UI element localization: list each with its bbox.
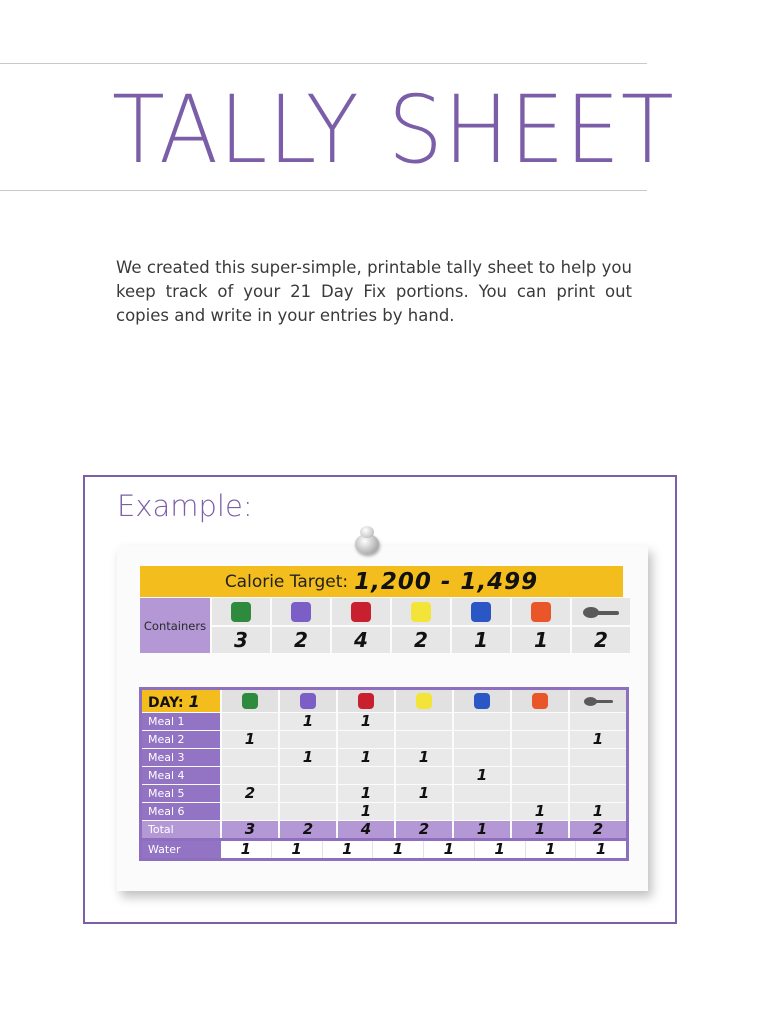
tally-cell [511,749,569,767]
calorie-target-value: 1,200 - 1,499 [354,568,539,595]
tally-cell [453,803,511,821]
water-cells [221,841,626,858]
tally-cell: 1 [279,749,337,767]
tally-cell [279,767,337,785]
tally-cell [453,785,511,803]
meal-row [141,767,628,785]
tally-cell [221,749,279,767]
tally-cell [511,785,569,803]
day-header-row [141,689,628,713]
day-col-orange [511,689,569,713]
tally-cell [569,785,628,803]
container-blue [451,598,511,626]
teaspoon-icon [584,697,613,706]
container-count: 1 [451,626,511,653]
container-green [211,598,271,626]
tally-cell: 1 [511,803,569,821]
tally-cell: 1 [221,731,279,749]
red-container-icon [358,693,374,709]
day-number: 1 [188,691,200,711]
orange-container-icon [532,693,548,709]
red-container-icon [351,602,371,622]
container-orange [511,598,571,626]
bottom-divider [0,190,647,191]
container-count: 3 [211,626,271,653]
yellow-container-icon [416,693,432,709]
meal-label: Meal 1 [141,713,222,731]
tally-cell [453,749,511,767]
water-cell: 1 [240,840,252,858]
pushpin-icon [352,522,382,562]
meal-label: Meal 6 [141,803,222,821]
day-tally-table [139,687,629,861]
tally-cell: 1 [395,749,453,767]
tally-cell [337,731,395,749]
calorie-target-bar [140,566,623,597]
tally-cell [395,767,453,785]
container-purple [271,598,331,626]
water-cell: 1 [271,841,322,858]
green-container-icon [242,693,258,709]
total-cell: 2 [279,821,337,840]
meal-label: Meal 5 [141,785,222,803]
tally-cell [453,731,511,749]
tally-cell: 1 [279,713,337,731]
tally-cell: 1 [337,749,395,767]
page-title: TALLY SHEET [112,76,675,185]
day-label: DAY: 1 [141,689,222,713]
container-teaspoon [571,598,630,626]
tally-cell: 1 [569,731,628,749]
total-cell: 4 [337,821,395,840]
meal-label: Meal 2 [141,731,222,749]
day-col-green [221,689,279,713]
tally-cell [395,803,453,821]
containers-table [140,598,630,653]
orange-container-icon [531,602,551,622]
total-cell: 2 [395,821,453,840]
yellow-container-icon [411,602,431,622]
meal-row [141,713,628,731]
tally-cell [511,767,569,785]
tally-cell [395,731,453,749]
total-label: Total [141,821,222,840]
tally-cell [395,713,453,731]
green-container-icon [231,602,251,622]
container-yellow [391,598,451,626]
water-cell: 1 [322,841,373,858]
tally-cell [511,731,569,749]
water-cell: 1 [474,841,525,858]
containers-label: Containers [140,598,211,653]
tally-cell: 1 [337,785,395,803]
tally-cell [279,731,337,749]
tally-cell [511,713,569,731]
tally-cell [569,749,628,767]
example-label: Example: [117,489,253,523]
top-divider [0,63,647,64]
tally-cell [279,803,337,821]
tally-cell [569,713,628,731]
tally-cell: 1 [395,785,453,803]
blue-container-icon [474,693,490,709]
day-col-yellow [395,689,453,713]
purple-container-icon [291,602,311,622]
meal-row [141,731,628,749]
tally-cell: 2 [221,785,279,803]
container-count: 2 [391,626,451,653]
tally-cell [279,785,337,803]
total-cell: 3 [221,821,279,840]
meal-row [141,749,628,767]
blue-container-icon [471,602,491,622]
meal-row [141,803,628,821]
container-count: 2 [271,626,331,653]
water-cell: 1 [423,841,474,858]
total-cell: 1 [511,821,569,840]
tally-cell [221,767,279,785]
container-red [331,598,391,626]
day-col-teaspoon [569,689,628,713]
tally-cell: 1 [337,803,395,821]
water-cell: 1 [372,841,423,858]
container-count: 4 [331,626,391,653]
total-row [141,821,628,840]
calorie-target-label: Calorie Target: [224,571,349,592]
tally-cell [337,767,395,785]
tally-cell [569,767,628,785]
meal-row [141,785,628,803]
meal-label: Meal 3 [141,749,222,767]
tally-cell [453,713,511,731]
container-count: 1 [511,626,571,653]
tally-cell [221,713,279,731]
tally-cell [221,803,279,821]
water-label: Water [141,840,222,860]
total-cell: 2 [569,821,628,840]
meal-label: Meal 4 [141,767,222,785]
total-cell: 1 [453,821,511,840]
tally-cell: 1 [453,767,511,785]
teaspoon-icon [583,607,619,618]
tally-cell: 1 [569,803,628,821]
day-col-red [337,689,395,713]
day-col-blue [453,689,511,713]
water-row [141,840,628,860]
day-col-purple [279,689,337,713]
water-cell: 1 [575,841,626,858]
tally-cell: 1 [337,713,395,731]
water-cell: 1 [525,841,576,858]
purple-container-icon [300,693,316,709]
container-count: 2 [571,626,630,653]
intro-paragraph: We created this super-simple, printable tally sheet to help you keep track of your 21 Day Fix portions. You can print out copies and write in your entries by hand. [116,258,632,325]
